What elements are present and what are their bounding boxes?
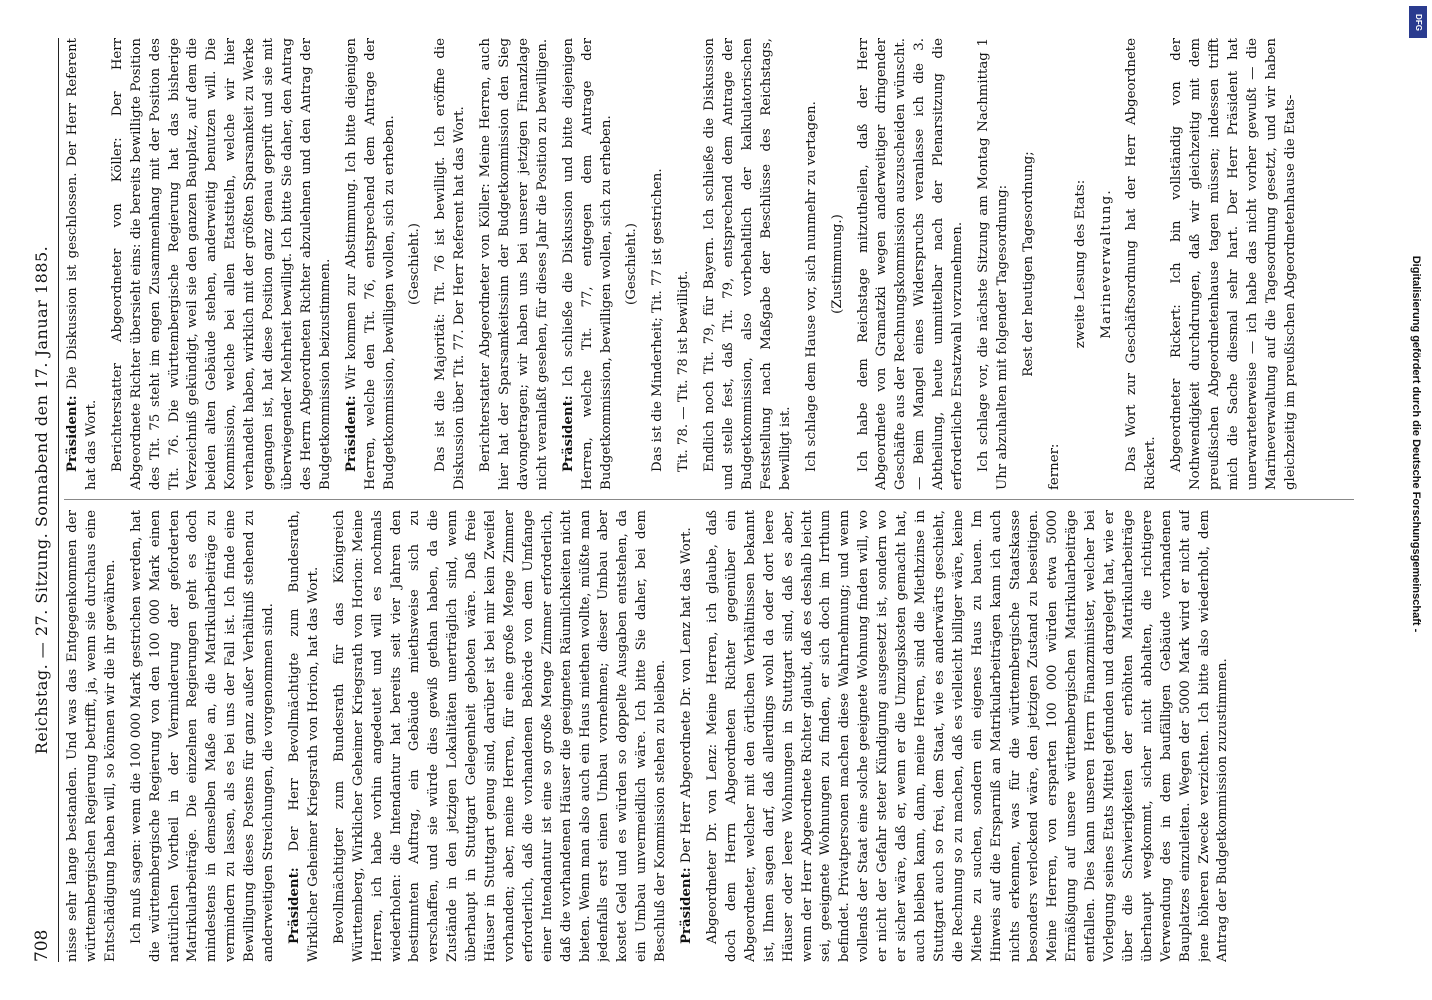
paragraph: Berichterstatter Abgeordneter von Köller: Der Herr Abgeordnete Richter übersieht eins: die bereits bewilligte Position des Tit. 75 steht im engen Zusammenhang mit der Position des Tit. 76. Die württembergische Regierung hat das bisherige Verzeichniß gekündigt, weil sie den ganzen Bauplatz, auf dem die beiden alten Gebäude stehen, anderweitig benutzen will. Die Kommission, welche bei allen Etatstiteln, welche wir hier verhandelt haben, wirklich mit der größten Sparsamkeit zu Werke gegangen ist, hat diese Position ganz genau geprüft und sie mit überwiegender Mehrheit bewilligt. Ich bitte Sie daher, den Antrag des Herrn Abgeordneten Richter abzulehnen und den Antrag der Budgetkommission beizustimmen. <box>109 38 333 490</box>
paragraph <box>560 38 617 490</box>
speaker-label: Präsident: <box>560 395 576 472</box>
paragraph: Ich schlage vor, die nächste Sitzung am Montag Nachmittag 1 Uhr abzuhalten mit folgender Tagesordnung: <box>975 38 1010 490</box>
paragraph: Abgeordneter Rickert: Ich bin vollständig von der Nothwendigkeit durchdrungen, daß wir gleichzeitig mit dem preußischen Abgeordnetenhause tagen müssen; indessen trifft mich die Sache diesmal sehr hart. Der Herr Präsident hat unerwarteterweise — ich habe das nicht vorher gewußt — die Marineverwaltung auf die Tagesordnung gesetzt, und wir haben gleichzeitig im preußischen Abgeordnetenhause die Etats- <box>1169 38 1298 490</box>
dfg-logo-text: DFG <box>1413 13 1423 31</box>
speaker-label: Präsident: <box>343 395 359 472</box>
running-title: Reichstag. — 27. Sitzung. Sonnabend den 17. Januar 1885. <box>32 245 51 755</box>
paragraph-text: Wir kommen zur Abstimmung. Ich bitte diejenigen Herren, welche den Tit. 76, entsprechend dem Antrage der Budgetkommission, bewilligen wollen, sich zu erheben. <box>343 38 397 490</box>
funding-note: Digitalisierung gefördert durch die Deutsche Forschungsgemeinschaft - <box>1410 255 1422 633</box>
agenda-item: Rest der heutigen Tagesordnung; <box>1020 151 1036 377</box>
paragraph <box>343 38 400 490</box>
speaker-label: Präsident: <box>286 867 302 944</box>
page-header <box>28 38 59 962</box>
paragraph: Abgeordneter Dr. von Lenz: Meine Herren, ich glaube, daß doch dem Herrn Abgeordneten Richter gegenüber ein Abgeordneter, welcher mit den örtlichen Verhältnissen bekannt ist, Ihnen sagen darf, daß allerdings wohl da oder dort leere Häuser oder leere Wohnungen in Stuttgart sind, daß es aber, wenn der Herr Abgeordnete Richter glaubt, daß es deshalb leicht sei, geeignete Wohnungen zu finden, er sich doch im Irrthum befindet. Privatpersonen machen diese Wahrnehmung; und wenn vollends der Staat eine solche geeignete Wohnung finden will, wo er nicht der Gefahr steter Kündigung ausgesetzt ist, sondern wo er sicher wäre, daß er, wenn er die Umzugskosten gemacht hat, auch bleiben kann, dann, meine Herren, sind die Miethzinse in Stuttgart auch so frei, dem Staat, wie es anderwärts geschieht, die Rechnung so zu machen, daß es vielleicht billiger wäre, keine Miethe zu suchen, sondern ein eigenes Haus zu bauen. Im Hinweis auf die Ersparniß an Matrikularbeiträgen kann ich auch nichts erkennen, was für die württembergische Staatskasse besonders verlockend wäre, den jetzigen Zustand zu beseitigen. Meine Herren, von ersparten 100 000 würden etwa 5000 Ermäßigung auf unsere württembergischen Matrikularbeiträge entfallen. Dies kann unseren Herrn Finanzminister, welcher bei Vorlegung seines Etats Mittel gefunden und dargelegt hat, wie er über die Schwierigkeiten der erhöhten Matrikularbeiträge überhaupt wegkommt, sicher nicht abhalten, die richtigere Verwendung des in dem baufälligen Gebäude vorhandenen Bauplatzes einzuleiten. Wegen der 5000 Mark wird er nicht auf jene höheren Zwecke verzichten. Ich bitte also wiederholt, dem Antrag der Budgetkommission zuzustimmen. <box>705 510 1231 962</box>
paragraph <box>64 38 102 490</box>
stage-direction: (Zustimmung.) <box>829 214 845 314</box>
speaker-label: Präsident: <box>679 867 695 944</box>
paragraph-text: Ich schließe die Diskussion und bitte diejenigen Herren, welche Tit. 77, entgegen dem Antrage der Budgetkommission, bewilligen wollen, sich zu erheben. <box>560 38 614 490</box>
digitization-footer <box>1404 6 1430 994</box>
paragraph: Berichterstatter Abgeordneter von Köller: Meine Herren, auch hier hat der Sparsamkeitssinn der Budgetkommission den Sieg davongetragen; wir haben uns bei unserer jetzigen Finanzlage nicht veranlaßt gesehen, für dieses Jahr die Position zu bewilligen. <box>478 38 550 490</box>
paragraph-text: Der Herr Abgeordnete Dr. von Lenz hat das Wort. <box>679 527 695 864</box>
left-column <box>64 510 1354 962</box>
right-column <box>64 38 1354 490</box>
paragraph-text: Der Herr Bevollmächtigte zum Bundesrath, Wirklicher Geheimer Kriegsrath von Horion, hat das Wort. <box>286 510 321 962</box>
paragraph: Endlich noch Tit. 79, für Bayern. Ich schließe die Diskussion und stelle fest, daß Tit. 79, entsprechend dem Antrage der Budgetkommission, also vorbehaltlich der kalkulatorischen Feststellung nach Maßgabe der Beschlüsse des Reichstags, bewilligt ist. <box>702 38 793 490</box>
paragraph: Das ist die Majorität: Tit. 76 ist bewilligt. Ich eröffne die Diskussion über Tit. 77. Der Herr Referent hat das Wort. <box>433 38 468 490</box>
paragraph <box>286 510 324 962</box>
paragraph: Ich habe dem Reichstage mitzutheilen, daß der Herr Abgeordnete von Gramatzki wegen anderweitiger dringender Geschäfte aus der Rechnungskommission auszuscheiden wünscht. — Beim Mangel eines Widerspruchs veranlasse ich die 3. Abtheilung, heute unmittelbar nach der Plenarsitzung die erforderliche Ersatzwahl vorzunehmen. <box>855 38 966 490</box>
paragraph: ferner: <box>1046 443 1062 490</box>
paragraph <box>678 510 697 962</box>
page-number: 708 <box>32 929 52 962</box>
paragraph: Tit. 78. — Tit. 78 ist bewilligt. <box>676 270 692 472</box>
dfg-logo <box>1409 6 1427 38</box>
column-divider <box>64 499 1354 500</box>
paragraph: Ich muß sagen: wenn die 100 000 Mark gestrichen werden, hat die württembergische Regierung von den 100 000 Mark einen natürlichen Vortheil in der Verminderung der geforderten Matrikularbeiträge. Die einzelnen Regierungen geht es doch mindestens in demselben Maße an, die Matrikularbeiträge zu vermindern zu lassen, als es bei uns der Fall ist. Ich finde eine Bewilligung dieses Postens für ganz außer Verhältniß stehend zu anderweitigen Streichungen, die vorgenommen sind. <box>128 510 277 962</box>
paragraph: Das Wort zur Geschäftsordnung hat der Herr Abgeordnete Rickert. <box>1124 38 1159 490</box>
speaker-label: Präsident: <box>65 395 80 472</box>
stage-direction: (Geschieht.) <box>624 223 640 305</box>
paragraph: nisse sehr lange bestanden. Und was das Entgegenkommen der württembergischen Regierung betrifft, ja, wenn sie durchaus eine Entschädigung haben will, so können wir die ihr gewähren. <box>65 510 118 962</box>
agenda-item: Marineverwaltung. <box>1098 189 1114 339</box>
agenda-item: zweite Lesung des Etats: <box>1072 179 1088 349</box>
paragraph: Das ist die Minderheit; Tit. 77 ist gestrichen. <box>650 168 666 472</box>
paragraph-text: Die Diskussion ist geschlossen. Der Herr Referent hat das Wort. <box>65 38 99 490</box>
paragraph: Bevollmächtigter zum Bundesrath für das Königreich Württemberg, Wirklicher Geheimer Kriegsrath von Horion: Meine Herren, ich habe vorhin angedeutet und will es nochmals wiederholen: die Intendantur hat bereits seit vier Jahren den bestimmten Auftrag, ein Gebäude miethsweise sich zu verschaffen, und sie würde dies gewiß gethan haben, da die Zustände in den jetzigen Lokalitäten unerträglich sind, wenn überhaupt in Stuttgart Gelegenheit geboten wäre. Daß freie Häuser in Stuttgart genug sind, darüber ist bei mir kein Zweifel vorhanden; aber, meine Herren, für eine große Menge Zimmer erforderlich, daß die vorhandenen Behörde von dem Umfange einer Intendantur ist eine so große Menge Zimmer erforderlich, daß die vorhandenen Häuser die geeigneten Räumlichkeiten nicht bieten. Wenn man also auch ein Haus miethen wollte, müßte man jedenfalls erst einen Umbau vornehmen; dieser Umbau aber kostet Geld und es würden so doppelte Ausgaben entstehen, da ein Umbau unvermeidlich wäre. Ich bitte Sie daher, bei dem Beschluß der Kommission stehen zu bleiben. <box>331 510 669 962</box>
document-page <box>20 30 1360 970</box>
stage-direction: (Geschieht.) <box>407 223 423 305</box>
paragraph: Ich schlage dem Hause vor, sich nunmehr zu vertagen. <box>803 101 819 472</box>
